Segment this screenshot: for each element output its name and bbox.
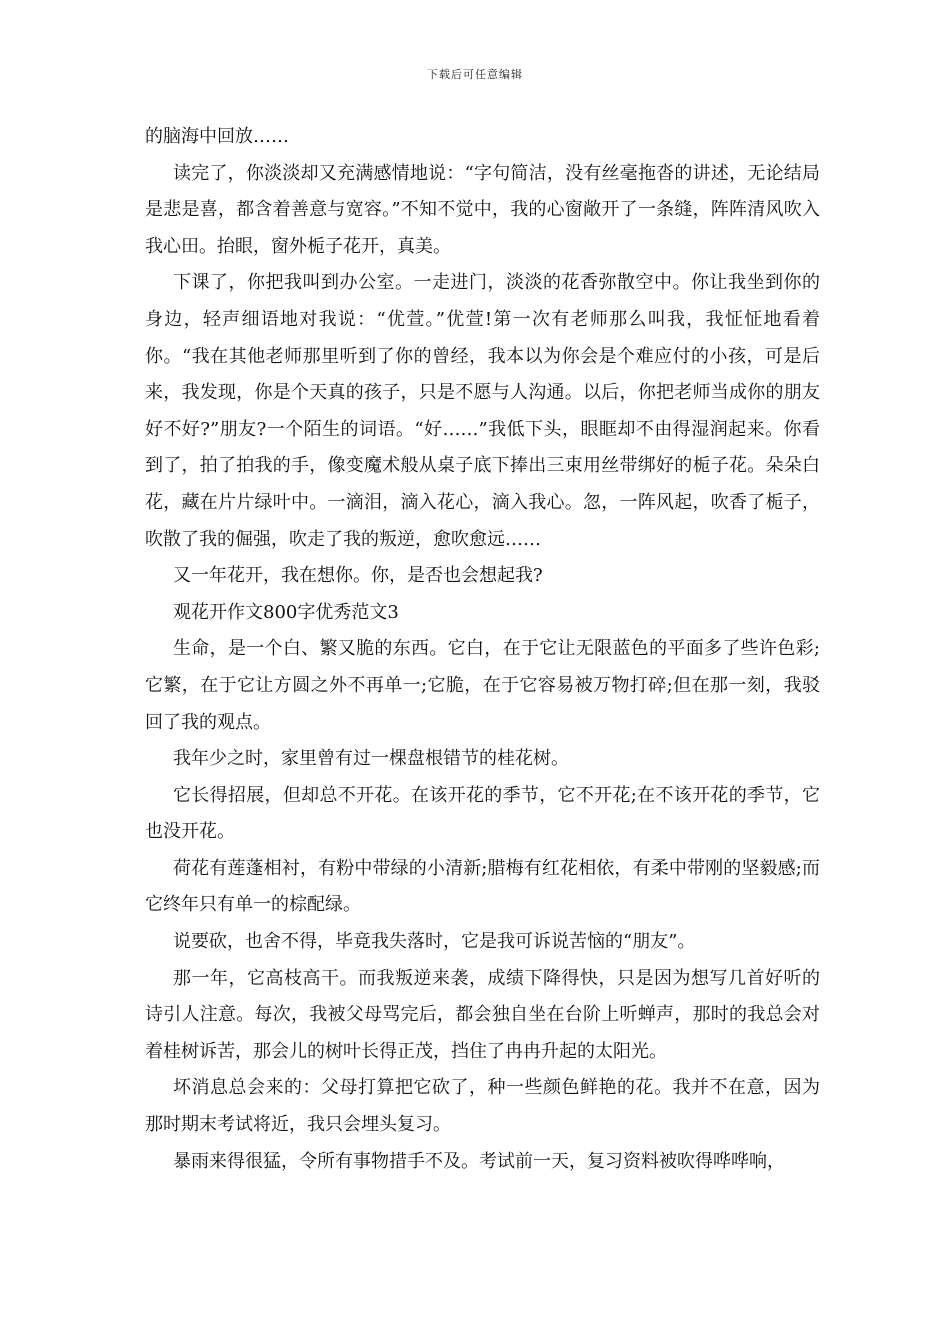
paragraph: 的脑海中回放…… bbox=[145, 126, 289, 147]
paragraph: 我年少之时，家里曾有过一棵盘根错节的桂花树。 bbox=[173, 748, 569, 770]
paragraph: 它长得招展，但却总不开花。在该开花的季节，它不开花;在不该开花的季节，它也没开花。 bbox=[145, 784, 820, 843]
paragraph: 说要砍，也舍不得，毕竟我失落时，它是我可诉说苦恼的“朋友”。 bbox=[173, 931, 696, 953]
section-heading: 观花开作文800字优秀范文3 bbox=[173, 601, 399, 623]
paragraph: 坏消息总会来的：父母打算把它砍了，种一些颜色鲜艳的花。我并不在意，因为那时期末考试将近，我只会埋头复习。 bbox=[145, 1077, 820, 1136]
document-body bbox=[145, 119, 820, 1180]
paragraph: 暴雨来得很猛，令所有事物措手不及。考试前一天，复习资料被吹得哗哗响， bbox=[173, 1150, 785, 1172]
paragraph: 读完了，你淡淡却又充满感情地说：“字句简洁，没有丝毫拖沓的讲述，无论结局是悲是喜，都含着善意与宽容。”不知不觉中，我的心窗敞开了一条缝，阵阵清风吹入我心田。抬眼，窗外栀子花开，真美。 bbox=[145, 162, 820, 257]
paragraph: 那一年，它高枝高干。而我叛逆来袭，成绩下降得快，只是因为想写几首好听的诗引人注意。每次，我被父母骂完后，都会独自坐在台阶上听蝉声，那时的我总会对着桂树诉苦，那会儿的树叶长得正茂，挡住了冉冉升起的太阳光。 bbox=[145, 967, 820, 1062]
paragraph: 又一年花开，我在想你。你，是否也会想起我? bbox=[173, 565, 543, 587]
paragraph: 荷花有莲蓬相衬，有粉中带绿的小清新;腊梅有红花相依，有柔中带刚的坚毅感;而它终年只有单一的棕配绿。 bbox=[145, 857, 820, 916]
header-note: 下载后可任意编辑 bbox=[427, 68, 523, 81]
paragraph: 下课了，你把我叫到办公室。一走进门，淡淡的花香弥散空中。你让我坐到你的身边，轻声细语地对我说：“优萱。”优萱!第一次有老师那么叫我，我怔怔地看着你。“我在其他老师那里听到了你的曾经，我本以为你会是个难应付的小孩，可是后来，我发现，你是个天真的孩子，只是不愿与人沟通。以后，你把老师当成你的朋友好不好?”朋友?一个陌生的词语。“好……”我低下头，眼眶却不由得湿润起来。你看到了，拍了拍我的手，像变魔术般从桌子底下捧出三束用丝带绑好的栀子花。朵朵白花，藏在片片绿叶中。一滴泪，滴入花心，滴入我心。忽，一阵风起，吹香了栀子，吹散了我的倔强，吹走了我的叛逆，愈吹愈远…… bbox=[145, 272, 820, 550]
paragraph: 生命，是一个白、繁又脆的东西。它白，在于它让无限蓝色的平面多了些许色彩;它繁，在于它让方圆之外不再单一;它脆，在于它容易被万物打碎;但在那一刻，我驳回了我的观点。 bbox=[145, 638, 820, 733]
